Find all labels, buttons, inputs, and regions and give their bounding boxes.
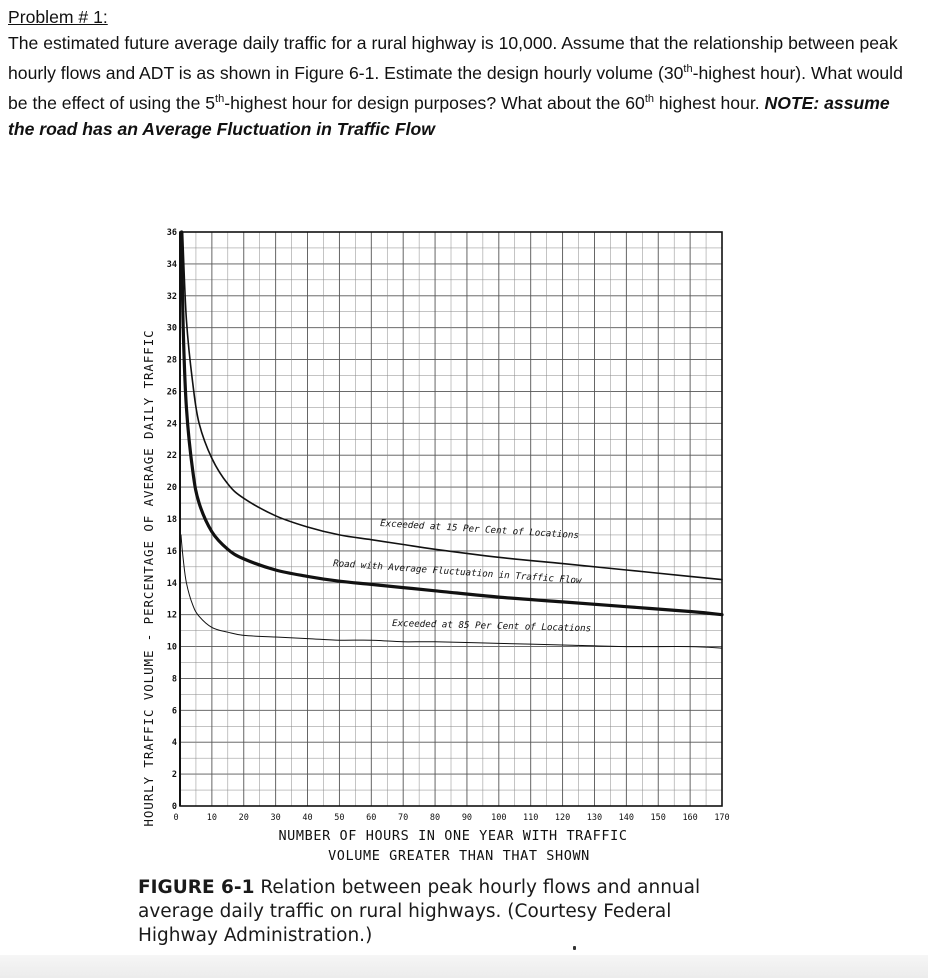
y-tick-label: 36 — [166, 228, 177, 238]
figure-caption — [138, 876, 738, 948]
x-tick-label: 120 — [554, 813, 571, 823]
annotation-average-fluctuation: Road with Average Fluctuation in Traffic Flow — [332, 558, 582, 587]
x-tick-label: 20 — [238, 813, 249, 823]
y-tick-label: 20 — [166, 483, 177, 494]
x-tick-label: 140 — [618, 813, 635, 823]
scan-artifact-dot — [573, 946, 576, 950]
problem-body-part: highest hour. — [654, 92, 765, 113]
x-tick-label: 80 — [429, 813, 441, 823]
x-tick-label: 30 — [270, 813, 281, 823]
x-tick-label: 100 — [491, 813, 507, 823]
figure-label: FIGURE 6-1 — [138, 877, 255, 898]
y-tick-label: 0 — [171, 802, 177, 812]
y-tick-label: 18 — [166, 515, 177, 525]
problem-body-part: The estimated future average daily traffic for a rural highway is 10,000. Assume that the relationship between peak hourly flows and ADT is as shown in Figure 6-1. Estimate the design hourly volume (30 — [8, 33, 898, 83]
y-tick-label: 16 — [166, 546, 177, 557]
x-tick-label: 70 — [398, 813, 409, 823]
y-tick-label: 14 — [166, 578, 177, 589]
chart-grid — [180, 232, 722, 806]
y-tick-label: 8 — [171, 674, 177, 685]
y-tick-label: 12 — [166, 610, 177, 621]
superscript-th: th — [644, 92, 654, 105]
annotation-exceeded-15: Exceeded at 15 Per Cent of Locations — [379, 518, 580, 542]
x-tick-label: 130 — [586, 813, 603, 823]
x-axis-label-line-2: VOLUME GREATER THAN THAT SHOWN — [328, 848, 590, 864]
y-tick-label: 28 — [166, 355, 177, 366]
x-tick-label: 170 — [714, 813, 730, 823]
y-tick-label: 6 — [171, 706, 177, 717]
x-tick-label: 150 — [650, 813, 666, 823]
y-tick-label: 30 — [166, 323, 177, 334]
y-tick-label: 4 — [171, 738, 177, 749]
problem-statement — [8, 4, 918, 142]
y-tick-label: 10 — [166, 642, 177, 653]
x-tick-label: 0 — [173, 813, 179, 823]
y-tick-label: 26 — [166, 387, 177, 398]
x-tick-label: 110 — [523, 813, 539, 823]
problem-body — [8, 30, 918, 142]
y-axis-label: HOURLY TRAFFIC VOLUME - PERCENTAGE OF AVERAGE DAILY TRAFFIC — [141, 329, 156, 827]
annotation-exceeded-85: Exceeded at 85 Per Cent of Locations — [391, 618, 592, 635]
page-bottom-shade — [0, 955, 928, 978]
figure-6-1 — [0, 210, 928, 890]
problem-title: Problem # 1: — [8, 7, 108, 27]
y-tick-label: 34 — [166, 259, 177, 270]
y-tick-label: 32 — [166, 291, 177, 302]
problem-body-part: -highest hour for design purposes? What about the 60 — [224, 92, 645, 113]
x-tick-label: 160 — [682, 813, 698, 823]
x-tick-label: 90 — [461, 813, 473, 823]
y-tick-label: 2 — [171, 770, 177, 781]
x-tick-label: 60 — [366, 813, 377, 823]
x-tick-label: 10 — [206, 813, 218, 823]
y-tick-labels — [167, 228, 177, 812]
x-tick-label: 50 — [334, 813, 345, 823]
superscript-th: th — [215, 92, 225, 105]
chart-curves — [181, 232, 722, 648]
x-tick-labels — [173, 813, 729, 823]
problem-note: NOTE: assume the road has an Average Fluctuation in Traffic Flow — [8, 92, 890, 139]
superscript-th: th — [683, 63, 693, 75]
x-axis-label-line-1: NUMBER OF HOURS IN ONE YEAR WITH TRAFFIC — [278, 828, 628, 844]
y-tick-label: 22 — [166, 451, 177, 462]
caption-text: Relation between peak hourly flows and annual average daily traffic on rural highways. (Courtesy Federal Highway Administration.) — [138, 877, 701, 946]
y-tick-label: 24 — [166, 419, 177, 430]
problem-body-part: -highest hour). What would be the effect of using the 5 — [8, 62, 903, 113]
peak-hour-chart — [0, 210, 928, 890]
x-tick-label: 40 — [302, 813, 313, 823]
